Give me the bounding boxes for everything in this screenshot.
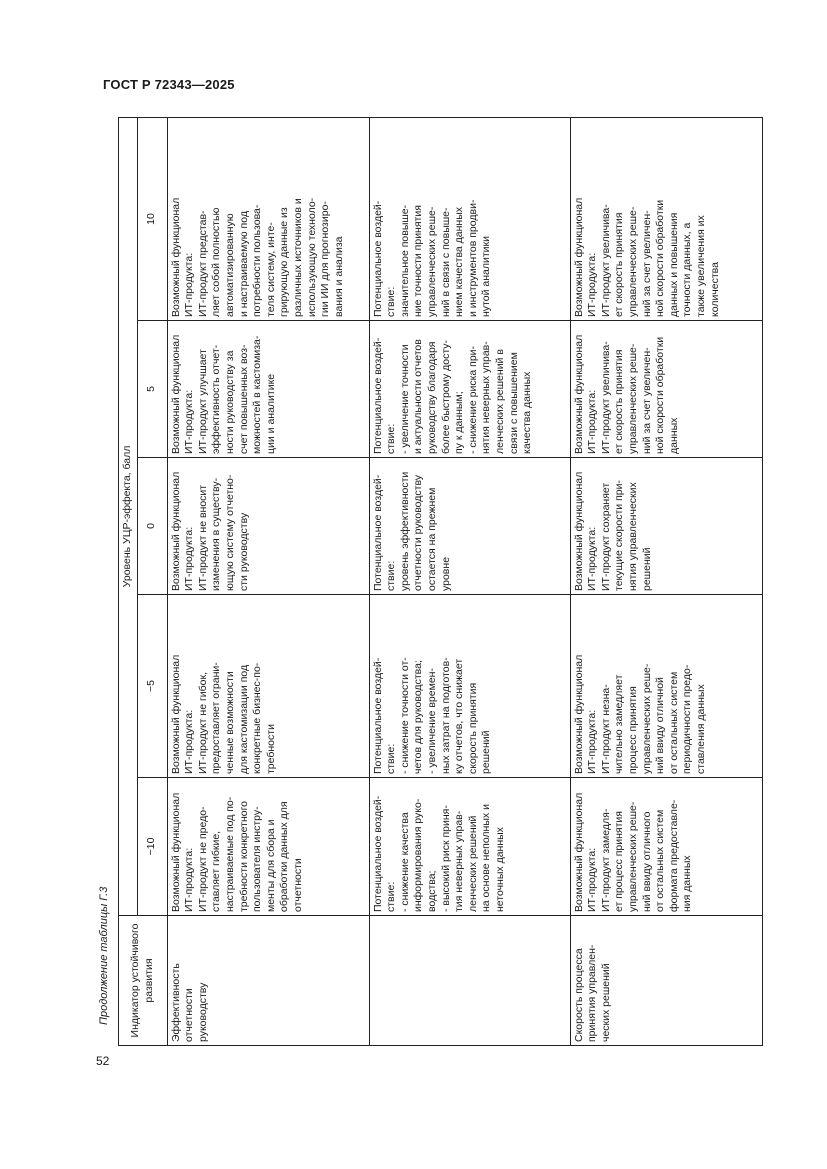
cell-line: Возможный функционал — [169, 471, 182, 591]
cell-line: ет скорость принятия — [613, 212, 626, 317]
level-cell — [369, 321, 570, 458]
cell-line: ний ввиду отличной — [654, 677, 667, 774]
cell-line: руководству благодаря — [425, 341, 438, 454]
level-column-header: −5 — [137, 595, 167, 778]
level-cell — [369, 458, 570, 595]
cell-line: периодичности предо- — [681, 664, 694, 774]
cell-line: ний за счет увеличен- — [640, 210, 653, 317]
cell-line: Потенциальное воздей- — [371, 337, 384, 454]
cell-line: ний за счет увеличен- — [640, 347, 653, 454]
cell-line: Возможный функционал — [572, 792, 585, 912]
cell-line: различных источников и — [291, 198, 304, 317]
cell-line: ченные возможности — [223, 671, 236, 774]
cell-line: ИТ-продукта: — [183, 709, 196, 774]
rotated-table-container — [118, 118, 745, 1046]
cell-line: ствие: — [385, 881, 398, 912]
cell-line: чительно замедляет — [613, 674, 626, 774]
cell-line: счет повышенных воз- — [237, 344, 250, 454]
cell-line: информирования руко- — [412, 798, 425, 912]
cell-line: на основе неполных и — [480, 804, 493, 912]
cell-line: ствие: — [385, 423, 398, 454]
table-row — [369, 117, 570, 1045]
cell-line: ИТ-продукта: — [183, 847, 196, 912]
cell-line: и настраиваемую под — [237, 211, 250, 317]
cell-line: ности руководству за — [223, 350, 236, 454]
cell-line: ставления данных — [694, 684, 707, 774]
cell-line: отчетности — [291, 858, 304, 912]
cell-line: ляет собой полностью — [210, 207, 223, 317]
table-row — [570, 117, 762, 1045]
cell-line: грирующую данные из — [278, 207, 291, 317]
table-row — [167, 117, 369, 1045]
cell-line: более быстрому досту- — [439, 339, 452, 454]
level-cell — [369, 778, 570, 916]
cell-line: ИТ-продукта: — [586, 847, 599, 912]
cell-line: ющую систему отчетно- — [223, 474, 236, 591]
cell-line: ет процесс принятия — [613, 811, 626, 912]
cell-line: требности конкретного — [237, 800, 250, 912]
level-cell — [570, 321, 762, 458]
cell-line: Возможный функционал — [572, 197, 585, 317]
cell-line: Возможный функционал — [169, 792, 182, 912]
cell-line: процесс принятия — [626, 686, 639, 774]
cell-line: ИТ-продукт увеличива- — [599, 204, 612, 317]
level-column-header: −10 — [137, 778, 167, 916]
cell-line: ИТ-продукт увеличива- — [599, 341, 612, 454]
indicator-header — [119, 916, 168, 1046]
cell-line: управленческих реше- — [425, 206, 438, 317]
cell-line: - снижение точности от- — [398, 657, 411, 774]
cell-line: ИТ-продукта: — [586, 526, 599, 591]
cell-line: менты для сбора и — [264, 819, 277, 912]
level-cell — [570, 595, 762, 778]
indicator-cell — [570, 916, 762, 1046]
level-column-header: 0 — [137, 458, 167, 595]
level-column-header: 10 — [137, 117, 167, 320]
level-cell — [167, 321, 369, 458]
cell-line: - снижение качества — [398, 812, 411, 912]
level-header: Уровень УЦР-эффекта, балл — [119, 117, 138, 915]
cell-line: ний в связи с повыше- — [439, 207, 452, 317]
cell-line: конкретные бизнес-по- — [251, 662, 264, 774]
cell-line: данных — [667, 417, 680, 454]
indicator-line: Скорость процесса — [572, 948, 585, 1042]
cell-line: точности данных, а — [681, 222, 694, 317]
cell-line: обработки данных для — [278, 801, 291, 912]
cell-line: от остальных систем — [654, 809, 667, 912]
table-body — [167, 117, 762, 1045]
cell-line: ленческих решений в — [493, 349, 506, 454]
cell-line: и актуальности отчетов — [412, 339, 425, 454]
cell-line: значительное повыше- — [398, 204, 411, 317]
cell-line: ИТ-продукт не предо- — [196, 806, 209, 912]
cell-line: предоставляет ограни- — [210, 662, 223, 774]
cell-line: также увеличения их — [694, 215, 707, 317]
cell-line: гии ИИ для прогнозиро- — [319, 201, 332, 317]
cell-line: нием качества данных — [453, 206, 466, 317]
cell-line: ИТ-продукт не гибок, — [196, 671, 209, 774]
cell-line: количества — [708, 262, 721, 317]
cell-line: пу к данным; — [453, 391, 466, 454]
cell-line: решений — [640, 547, 653, 591]
cell-line: ку отчетов, что снижает — [453, 658, 466, 774]
cell-line: пользователя инстру- — [251, 806, 264, 912]
cell-line: ствие: — [385, 286, 398, 317]
level-cell — [167, 595, 369, 778]
cell-line: изменения в существу- — [210, 477, 223, 591]
cell-line: ИТ-продукта: — [586, 389, 599, 454]
cell-line: ИТ-продукта: — [183, 389, 196, 454]
cell-line: ной скорости обработки — [654, 336, 667, 454]
level-cell — [167, 117, 369, 320]
page-number: 52 — [96, 1054, 110, 1068]
effects-table — [118, 117, 763, 1046]
cell-line: данных и повышения — [667, 212, 680, 317]
cell-line: ИТ-продукт сохраняет — [599, 482, 612, 591]
cell-line: отчетности руководству — [412, 474, 425, 591]
cell-line: тия неверных управ- — [453, 810, 466, 912]
cell-line: Потенциальное воздей- — [371, 795, 384, 912]
cell-line: Потенциальное воздей- — [371, 474, 384, 591]
cell-line: текущие скорости при- — [613, 480, 626, 591]
indicator-line: ческих решений — [599, 963, 612, 1042]
cell-line: ний ввиду отличного — [640, 811, 653, 912]
cell-line: ставляет гибкие, — [210, 830, 223, 912]
cell-line: настраиваемые под по- — [223, 796, 236, 912]
indicator-header-line: развития — [142, 958, 155, 1003]
cell-line: ИТ-продукта: — [183, 252, 196, 317]
indicator-cell — [369, 916, 570, 1046]
cell-line: Возможный функционал — [169, 654, 182, 774]
cell-line: теля систему, инте- — [264, 222, 277, 317]
cell-line: связи с повышением — [507, 352, 520, 454]
cell-line: управленческих реше- — [626, 206, 639, 317]
indicator-header-line: Индикатор устойчивого — [129, 923, 142, 1038]
level-cell — [570, 117, 762, 320]
cell-line: неточных данных — [493, 827, 506, 912]
document-header: ГОСТ Р 72343—2025 — [103, 77, 235, 92]
table-caption: Продолжение таблицы Г.3 — [98, 886, 110, 1025]
cell-line: требности — [264, 724, 277, 774]
cell-line: автоматизированную — [223, 213, 236, 317]
level-cell — [167, 458, 369, 595]
cell-line: вания и анализа — [332, 236, 345, 317]
cell-line: управленческих реше- — [640, 663, 653, 774]
cell-line: ИТ-продукт незна- — [599, 684, 612, 774]
cell-line: Возможный функционал — [169, 334, 182, 454]
level-column-header: 5 — [137, 321, 167, 458]
cell-line: Возможный функционал — [572, 654, 585, 774]
cell-line: ных затрат на подготов- — [439, 657, 452, 774]
cell-line: ИТ-продукт замедля- — [599, 808, 612, 912]
cell-line: ИТ-продукт улучшает — [196, 349, 209, 454]
cell-line: ИТ-продукта: — [586, 709, 599, 774]
level-cell — [167, 778, 369, 916]
indicator-line: отчетности — [183, 988, 196, 1042]
cell-line: нутой аналитики — [480, 236, 493, 317]
cell-line: решений — [480, 730, 493, 774]
indicator-line: руководству — [196, 982, 209, 1042]
level-cell — [570, 458, 762, 595]
cell-line: ствие: — [385, 743, 398, 774]
cell-line: ствие: — [385, 560, 398, 591]
indicator-cell — [167, 916, 369, 1046]
indicator-line: принятия управлен- — [586, 944, 599, 1042]
cell-line: ной скорости обработки — [654, 199, 667, 317]
cell-line: скорость принятия — [466, 682, 479, 774]
cell-line: ции и аналитике — [264, 373, 277, 454]
cell-line: для кастомизации под — [237, 664, 250, 774]
cell-line: ет скорость принятия — [613, 349, 626, 454]
cell-line: качества данных — [521, 371, 534, 454]
cell-line: и инструментов продви- — [466, 199, 479, 317]
cell-line: можностей в кастомиза- — [251, 335, 264, 454]
cell-line: ИТ-продукта: — [586, 252, 599, 317]
level-cell — [570, 778, 762, 916]
cell-line: четов для руководства; — [412, 660, 425, 774]
cell-line: Возможный функционал — [169, 197, 182, 317]
cell-line: ленческих решений — [466, 815, 479, 912]
indicator-line: Эффективность — [169, 963, 182, 1042]
cell-line: нятия неверных управ- — [480, 341, 493, 454]
cell-line: - снижение риска при- — [466, 345, 479, 454]
cell-line: от остальных систем — [667, 671, 680, 774]
cell-line: остается на прежнем — [425, 487, 438, 591]
cell-line: Возможный функционал — [572, 471, 585, 591]
cell-line: - увеличение точности — [398, 344, 411, 454]
level-cell — [369, 595, 570, 778]
cell-line: управленческих реше- — [626, 343, 639, 454]
cell-line: ния данных — [681, 855, 694, 912]
cell-line: ИТ-продукта: — [183, 526, 196, 591]
cell-line: водства; — [425, 870, 438, 912]
cell-line: управленческих реше- — [626, 801, 639, 912]
cell-line: потребности пользова- — [251, 204, 264, 317]
cell-line: ИТ-продукт не вносит — [196, 484, 209, 591]
cell-line: использующую техноло- — [305, 197, 318, 317]
level-cell — [369, 117, 570, 320]
cell-line: ние точности принятия — [412, 205, 425, 317]
cell-line: Потенциальное воздей- — [371, 657, 384, 774]
cell-line: - увеличение времен- — [425, 668, 438, 774]
cell-line: эффективность отчет- — [210, 344, 223, 454]
cell-line: уровне — [439, 556, 452, 591]
cell-line: нятия управленческих — [626, 482, 639, 591]
cell-line: сти руководству — [237, 512, 250, 591]
cell-line: - высокий риск приня- — [439, 805, 452, 912]
cell-line: Возможный функционал — [572, 334, 585, 454]
cell-line: Потенциальное воздей- — [371, 200, 384, 317]
cell-line: уровень эффективности — [398, 471, 411, 591]
cell-line: ИТ-продукт представ- — [196, 210, 209, 317]
cell-line: формата предоставле- — [667, 799, 680, 912]
